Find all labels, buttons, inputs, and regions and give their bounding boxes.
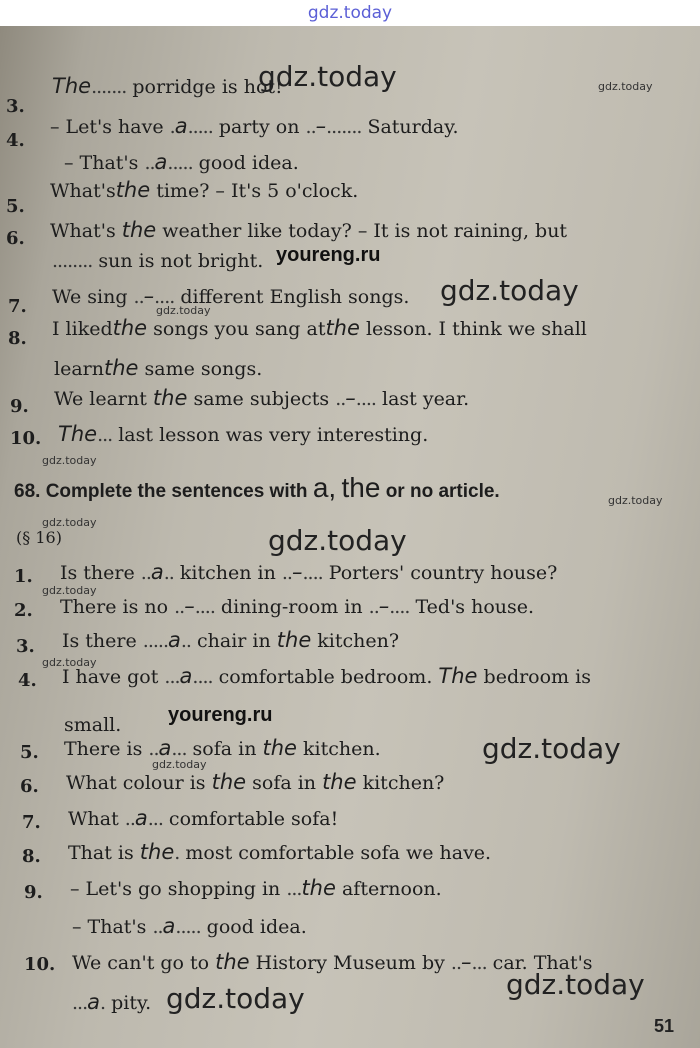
- sentence: That is the. most comfortable sofa we have.: [68, 840, 492, 864]
- sentence: – Let's have .a..... party on ..–....... Saturday.: [50, 114, 459, 138]
- sentence: The... last lesson was very interesting.: [58, 422, 429, 446]
- handwritten-answer: The: [52, 74, 92, 98]
- exercise-heading: [14, 472, 500, 504]
- sentence-text: I liked: [52, 318, 113, 340]
- item-number: 4.: [6, 130, 25, 151]
- sentence-text: kitchen?: [317, 630, 400, 652]
- watermark: gdz.today: [152, 758, 207, 771]
- sentence: – That's ..a..... good idea.: [64, 150, 299, 174]
- sentence-text: sun is not bright.: [98, 250, 264, 272]
- item-number: 1.: [14, 566, 33, 587]
- sentence-text: kitchen in: [179, 562, 276, 584]
- handwritten-answer: the: [103, 356, 139, 380]
- sentence-text: sofa in: [192, 738, 257, 760]
- sentence-text: same songs.: [144, 358, 263, 380]
- sentence-text: afternoon.: [341, 878, 442, 900]
- sentence: [54, 356, 262, 380]
- article-the: the: [341, 472, 381, 503]
- watermark: gdz.today: [598, 80, 653, 93]
- sentence-text: dining-room in: [220, 596, 363, 618]
- handwritten-answer: the: [152, 386, 188, 410]
- handwritten-answer: The: [438, 664, 478, 688]
- sentence-text: What's: [50, 220, 116, 242]
- sentence: ........ sun is not bright.: [52, 250, 264, 272]
- sentence: [52, 316, 587, 340]
- sentence-text: What colour is: [66, 772, 206, 794]
- handwritten-answer: the: [301, 876, 336, 900]
- watermark: gdz.today: [482, 732, 621, 765]
- sentence-text: What: [68, 808, 119, 830]
- handwritten-answer: a: [154, 150, 168, 174]
- sentence: Is there .....a.. chair in the kitchen?: [62, 628, 400, 652]
- handwritten-answer: the: [139, 840, 175, 864]
- sentence-text: different English songs.: [180, 286, 410, 308]
- watermark: gdz.today: [608, 494, 663, 507]
- handwritten-answer: a: [87, 990, 100, 1014]
- sentence: We sing ..–.... different English songs.: [52, 284, 410, 308]
- handwritten-answer: the: [115, 178, 151, 202]
- sentence-text: Porters' country house?: [328, 562, 558, 584]
- watermark: gdz.today: [440, 274, 579, 307]
- handwritten-answer: a: [158, 736, 172, 760]
- handwritten-answer: –: [345, 386, 356, 410]
- sentence-text: car. That's: [492, 952, 593, 974]
- sentence-text: time? – It's 5 o'clock.: [156, 180, 359, 202]
- watermark: gdz.today: [156, 304, 211, 317]
- handwritten-answer: –: [315, 114, 327, 138]
- sentence-text: There is: [64, 738, 143, 760]
- watermark: gdz.today: [42, 454, 97, 467]
- sentence: [50, 218, 567, 242]
- item-number: 5.: [20, 742, 39, 763]
- sentence-text: We learnt: [54, 388, 147, 410]
- exercise-title: Complete the sentences with: [45, 481, 308, 502]
- handwritten-answer: a: [174, 114, 188, 138]
- watermark: gdz.today: [506, 968, 645, 1001]
- handwritten-answer: –: [461, 950, 472, 974]
- watermark: gdz.today: [42, 584, 97, 597]
- sentence-text: good idea.: [198, 152, 299, 174]
- sentence-text: chair in: [197, 630, 271, 652]
- watermark: gdz.today: [166, 982, 305, 1015]
- textbook-page: [0, 26, 700, 1048]
- sentence-text: lesson. I think we shall: [365, 318, 587, 340]
- handwritten-answer: –: [184, 594, 195, 618]
- sentence-text: learn: [54, 358, 104, 380]
- sentence: [66, 770, 444, 794]
- sentence: There is no ..–.... dining-room in ..–.... Ted's house.: [60, 594, 535, 618]
- sentence-text: Is there: [60, 562, 135, 584]
- sentence-text: comfortable bedroom.: [218, 666, 433, 688]
- sentence-text: – That's: [72, 916, 147, 938]
- handwritten-answer: a: [134, 806, 148, 830]
- sentence-text: That is: [68, 842, 134, 864]
- sentence-text: good idea.: [206, 916, 307, 938]
- sentence-text: History Museum by: [255, 952, 445, 974]
- item-number: 10.: [24, 954, 56, 975]
- item-number: 6.: [20, 776, 39, 797]
- item-number: 7.: [22, 812, 41, 833]
- sentence-text: most comfortable sofa we have.: [185, 842, 492, 864]
- sentence-text: There is no: [60, 596, 169, 618]
- sentence-text: bedroom is: [483, 666, 591, 688]
- article-a: a,: [312, 472, 337, 503]
- handwritten-answer: –: [143, 284, 155, 308]
- item-number: 5.: [6, 196, 25, 217]
- sentence: – Let's go shopping in ...the afternoon.: [70, 876, 442, 900]
- sentence-text: I have got: [62, 666, 159, 688]
- handwritten-answer: –: [378, 594, 390, 618]
- sentence-text: – Let's go shopping in: [70, 878, 281, 900]
- site-header: gdz.today: [0, 0, 700, 26]
- item-number: 3.: [16, 636, 35, 657]
- sentence-text: Ted's house.: [415, 596, 535, 618]
- watermark-youreng: youreng.ru: [276, 244, 381, 266]
- item-number: 6.: [6, 228, 25, 249]
- sentence-text: weather like today? – It is not raining, but: [162, 220, 568, 242]
- sentence: There is ..a... sofa in the kitchen.: [64, 736, 381, 760]
- item-number: 8.: [22, 846, 41, 867]
- sentence: ...a. pity.: [72, 990, 152, 1014]
- sentence-text: sofa in: [252, 772, 317, 794]
- sentence: We learnt the same subjects ..–.... last year.: [54, 386, 470, 410]
- sentence-text: kitchen?: [362, 772, 445, 794]
- item-number: 8.: [8, 328, 27, 349]
- watermark: gdz.today: [258, 60, 397, 93]
- sentence: What ..a... comfortable sofa!: [68, 806, 339, 830]
- handwritten-answer: –: [291, 560, 303, 584]
- handwritten-answer: the: [112, 316, 148, 340]
- sentence: I have got ...a.... comfortable bedroom. The bedroom is: [62, 664, 591, 688]
- item-number: 9.: [10, 396, 29, 417]
- item-number: 10.: [10, 428, 42, 449]
- item-number: 7.: [8, 296, 27, 317]
- sentence-text: pity.: [111, 992, 152, 1014]
- item-number: 9.: [24, 882, 43, 903]
- watermark: gdz.today: [42, 656, 97, 669]
- handwritten-answer: a: [179, 664, 193, 688]
- handwritten-answer: the: [262, 736, 297, 760]
- sentence: The....... porridge is hot!: [52, 74, 283, 98]
- exercise-title-end: or no article.: [385, 481, 500, 502]
- item-number: 4.: [18, 670, 37, 691]
- section-reference: (§ 16): [16, 528, 62, 547]
- handwritten-answer: a: [168, 628, 181, 652]
- handwritten-answer: a: [162, 914, 176, 938]
- sentence: [50, 178, 358, 202]
- handwritten-answer: the: [276, 628, 312, 652]
- sentence-text: What's: [50, 180, 116, 202]
- sentence: We can't go to the History Museum by ..–... car. That's: [72, 950, 593, 974]
- handwritten-answer: the: [322, 770, 357, 794]
- sentence-text: kitchen.: [303, 738, 381, 760]
- sentence-text: – That's: [64, 152, 139, 174]
- handwritten-answer: the: [215, 950, 250, 974]
- sentence-text: – Let's have: [50, 116, 164, 138]
- sentence-text: last lesson was very interesting.: [118, 424, 429, 446]
- sentence: Is there ..a.. kitchen in ..–.... Porters' country house?: [60, 560, 558, 584]
- watermark-youreng: youreng.ru: [168, 704, 273, 726]
- sentence: [64, 714, 121, 736]
- sentence-text: Is there: [62, 630, 137, 652]
- item-number: 3.: [6, 96, 25, 117]
- sentence-text: We sing: [52, 286, 128, 308]
- sentence-text: party on: [218, 116, 300, 138]
- watermark: gdz.today: [268, 524, 407, 557]
- sentence-text: porridge is hot!: [132, 76, 283, 98]
- item-number: 2.: [14, 600, 33, 621]
- page-number: 51: [654, 1016, 675, 1036]
- handwritten-answer: The: [58, 422, 98, 446]
- handwritten-answer: the: [325, 316, 360, 340]
- sentence-text: songs you sang at: [153, 318, 326, 340]
- watermark: gdz.today: [42, 516, 97, 529]
- sentence-text: same subjects: [193, 388, 330, 410]
- sentence-text: last year.: [382, 388, 470, 410]
- exercise-number: 68.: [14, 481, 41, 502]
- sentence-text: comfortable sofa!: [168, 808, 339, 830]
- handwritten-answer: a: [150, 560, 164, 584]
- sentence: – That's ..a..... good idea.: [72, 914, 307, 938]
- handwritten-answer: the: [211, 770, 247, 794]
- sentence-text: small.: [64, 714, 122, 736]
- sentence-text: Saturday.: [367, 116, 459, 138]
- handwritten-answer: the: [121, 218, 157, 242]
- sentence-text: We can't go to: [72, 952, 210, 974]
